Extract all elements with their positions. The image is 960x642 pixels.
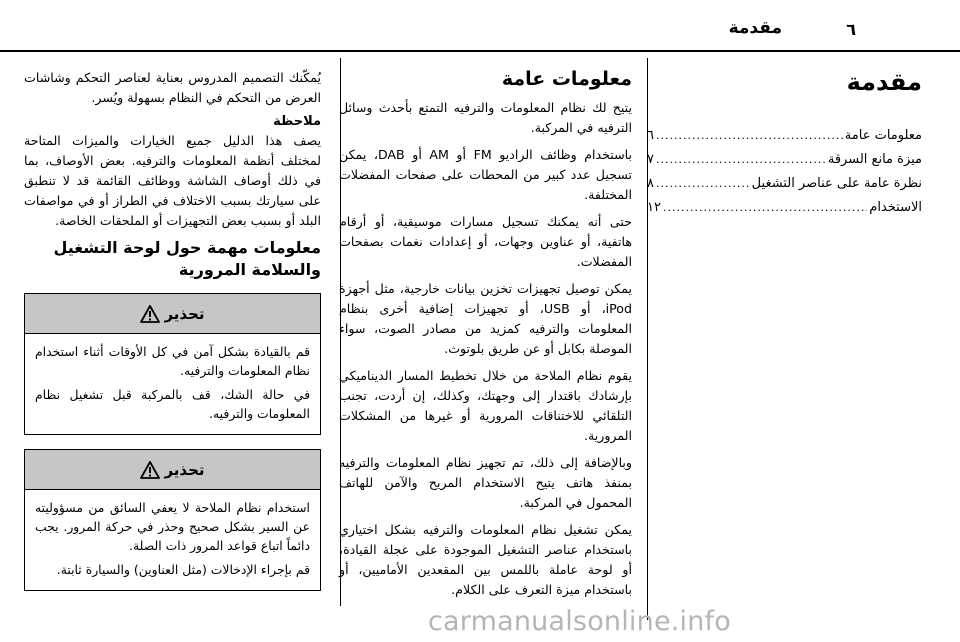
section-heading: معلومات مهمة حول لوحة التشغيل والسلامة المرورية bbox=[53, 238, 321, 279]
page-header bbox=[0, 14, 960, 44]
warning-body bbox=[25, 490, 320, 590]
toc-entry-label: ميزة مانع السرقة bbox=[827, 152, 922, 167]
toc-entry-page: ٧ bbox=[647, 152, 654, 167]
toc-entry-page: ١٢ bbox=[647, 200, 661, 215]
note-text: يصف هذا الدليل جميع الخيارات والميزات المتاحة لمختلف أنظمة المعلومات والترفيه. بعض الأوصاف، بما في ذلك أوصاف الشاشة ووظائف القائمة قد لا تنطبق على سيارتك بسبب الاختلاف في الطراز أو في مواصفات البلد أو بسبب بعض التجهيزات أو الملحقات الخاصة. bbox=[24, 133, 321, 228]
warning-triangle-icon bbox=[140, 461, 160, 479]
warning-text: في حالة الشك، قف بالمركبة قبل تشغيل نظام المعلومات والترفيه. bbox=[35, 387, 310, 421]
body-paragraph: يتيح لك نظام المعلومات والترفيه التمتع بأحدث وسائل الترفيه في المركبة. bbox=[339, 100, 632, 135]
toc-entry-page: ٨ bbox=[647, 176, 654, 191]
running-title: مقدمة bbox=[728, 18, 782, 38]
toc-entry-page: ٦ bbox=[647, 128, 654, 143]
table-of-contents bbox=[647, 128, 922, 224]
body-paragraph: باستخدام وظائف الراديو FM أو AM أو DAB، يمكن تسجيل عدد كبير من المحطات على صفحات المفضلات المختلفة. bbox=[339, 147, 632, 202]
warning-header bbox=[25, 450, 320, 490]
section-heading: معلومات عامة bbox=[501, 68, 632, 90]
body-paragraph: وبالإضافة إلى ذلك، تم تجهيز نظام المعلومات والترفيه بمنفذ هاتف يتيح الاستخدام المريح والآمن للهاتف المحمول في المركبة. bbox=[339, 455, 632, 510]
body-paragraph: يُمكّنك التصميم المدروس بعناية لعناصر التحكم وشاشات العرض من التحكم في النظام بسهولة ويُسر. bbox=[24, 70, 321, 105]
body-paragraph: يقوم نظام الملاحة من خلال تخطيط المسار الديناميكي بإرشادك باقتدار إلى وجهتك، وكذلك، إن أردت، تجنب التلقائي للاختناقات المرورية أو غيرها من المشكلات المرورية. bbox=[339, 368, 632, 443]
toc-leader-dots bbox=[656, 177, 750, 190]
toc-leader-dots bbox=[663, 201, 867, 214]
warning-text: قم بإجراء الإدخالات (مثل العناوين) والسيارة ثابتة. bbox=[56, 562, 310, 577]
warning-title: تحذير bbox=[164, 304, 205, 323]
warning-triangle-icon bbox=[140, 305, 160, 323]
header-rule bbox=[0, 50, 960, 52]
toc-entry-label: معلومات عامة bbox=[844, 128, 922, 143]
toc-entry-label: نظرة عامة على عناصر التشغيل bbox=[751, 176, 922, 191]
toc-entry[interactable] bbox=[647, 200, 922, 224]
warning-text: قم بالقيادة بشكل آمن في كل الأوقات أثناء استخدام نظام المعلومات والترفيه. bbox=[35, 344, 310, 378]
safety-column bbox=[24, 68, 321, 605]
toc-leader-dots bbox=[656, 129, 843, 142]
intro-column bbox=[647, 68, 922, 224]
toc-entry[interactable] bbox=[647, 128, 922, 152]
toc-entry[interactable] bbox=[647, 176, 922, 200]
body-paragraph: يمكن تشغيل نظام المعلومات والترفيه بشكل اختياري باستخدام عناصر التشغيل الموجودة على عجلة القيادة، أو لوحة عاملة باللمس بين المقعدين الأماميين، أو باستخدام ميزة التعرف على الكلام. bbox=[339, 522, 632, 597]
watermark-text: carmanualsonline.info bbox=[428, 606, 731, 637]
chapter-heading: مقدمة bbox=[846, 68, 922, 96]
general-info-column bbox=[339, 68, 632, 607]
toc-entry[interactable] bbox=[647, 152, 922, 176]
warning-title: تحذير bbox=[164, 460, 205, 479]
toc-entry-label: الاستخدام bbox=[869, 200, 922, 215]
warning-box bbox=[24, 293, 321, 435]
warning-body bbox=[25, 334, 320, 434]
warning-text: استخدام نظام الملاحة لا يعفي السائق من مسؤوليته عن السير بشكل صحيح وحذر في حركة المرور. يجب دائماً اتباع قواعد المرور ذات الصلة. bbox=[35, 500, 310, 553]
toc-leader-dots bbox=[656, 153, 826, 166]
warning-box bbox=[24, 449, 321, 591]
body-paragraph: حتى أنه يمكنك تسجيل مسارات موسيقية، أو أرقام هاتفية، أو عناوين وجهات، أو إعدادات نغمات بصفحات المفضلات. bbox=[339, 214, 632, 269]
body-paragraph: يمكن توصيل تجهيزات تخزين بيانات خارجية، مثل أجهزة iPod، أو USB، أو تجهيزات إضافية أخرى بنظام المعلومات والترفيه كمزيد من مصادر الصوت، سواء الموصلة بكابل أو عن طريق بلوتوث. bbox=[339, 281, 632, 356]
page-number: ٦ bbox=[846, 20, 856, 39]
note-title: ملاحظة bbox=[273, 114, 321, 129]
warning-header bbox=[25, 294, 320, 334]
